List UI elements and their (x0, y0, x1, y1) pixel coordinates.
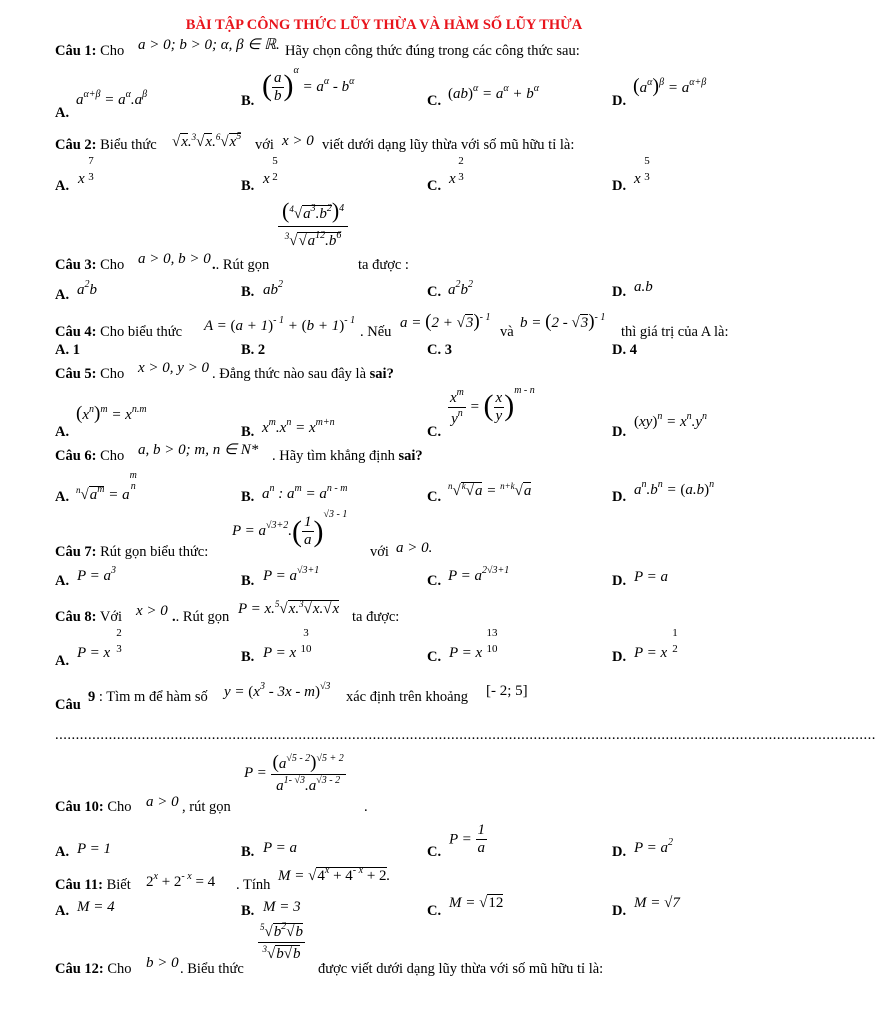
question-label: Câu 10: (55, 799, 104, 815)
question-text: Cho (100, 366, 125, 382)
option-label: B. (241, 844, 255, 860)
question-label: Câu (55, 697, 81, 713)
option-label: C. (427, 573, 442, 589)
exp-num: 5 (644, 155, 650, 167)
question-text: Cho (100, 257, 125, 273)
question-text: Cho biểu thức (100, 324, 183, 340)
q3-option-c: $a^2b^2$ (448, 279, 473, 298)
option-label: C. (427, 178, 442, 194)
option-label: B. (241, 284, 255, 300)
q7-option-d: P = a (634, 569, 669, 585)
question-9 (88, 690, 208, 705)
option-label: B. (241, 178, 255, 194)
option-label: C. (427, 93, 442, 109)
exp-num: 7 (88, 155, 94, 167)
q7-option-b: $P = a^{√3+1}$ (263, 565, 320, 584)
question-2 (55, 138, 157, 153)
q8-option-a: P = x (77, 645, 111, 661)
q3-text: .. Rút gọn (212, 257, 270, 273)
q5-option-c: $\frac{x^m}{y^n}$ = ( $\frac{x}{y}$ )$^{m - n}$ (450, 385, 535, 428)
exp-num: 5 (272, 155, 278, 167)
option-label: A. (55, 287, 70, 303)
question-text: Cho (100, 43, 125, 59)
q9-function: $y = (x^3 - 3x - m)^{√3}$ (224, 681, 331, 700)
q11-option-c: M = √12 (449, 895, 504, 911)
q2-option-b-exponent (271, 156, 279, 183)
q6-option-d: $a^n.b^n = (a.b)^n$ (634, 479, 715, 498)
q4-expression-a-value: $a = (2 + √3)^{- 1}$ (400, 311, 491, 332)
q11-option-b: M = 3 (263, 899, 301, 915)
q6-option-c: $^n$√$^k$√a = $^{n+k}$√a (448, 481, 532, 499)
question-number: 9 (88, 689, 96, 705)
question-8 (55, 610, 122, 625)
option-label: B. (241, 424, 255, 440)
q8-text: .. Rút gọn (172, 609, 230, 625)
q4-text: . Nếu (360, 324, 392, 340)
q7-text: với (370, 544, 389, 560)
option-label: B. (241, 573, 255, 589)
q4-option-d: D. 4 (612, 342, 637, 358)
option-label: A. (55, 178, 70, 194)
option-label: D. (612, 424, 627, 440)
q8-option-a-exponent (114, 628, 124, 655)
q11-given: $2^x + 2^{- x} = 4$ (146, 871, 216, 890)
q8-condition: x > 0 (136, 603, 168, 619)
q2-option-d: x (634, 171, 641, 187)
q5-prompt-bold: sai? (369, 366, 394, 382)
question-label: Câu 2: (55, 137, 97, 153)
question-label: Câu 3: (55, 257, 97, 273)
q10-period: . (364, 799, 368, 815)
q5-prompt-text: . Đẳng thức nào sau đây là (212, 366, 367, 382)
option-label: A. (55, 903, 70, 919)
q4-expression-b-value: b = (2 - √3)$^{- 1}$ (520, 311, 606, 332)
question-9-label (55, 698, 81, 713)
question-label: Câu 5: (55, 366, 97, 382)
option-label: A. (55, 105, 70, 121)
q3-text-part: . Rút gọn (215, 257, 270, 273)
q10-option-d: $P = a^2$ (634, 837, 674, 856)
question-text: Cho (107, 799, 132, 815)
q4-option-a: A. 1 (55, 342, 80, 358)
q4-expression-a: $A = (a + 1)^{- 1} + (b + 1)^{- 1}$ (204, 315, 356, 334)
question-label: Câu 4: (55, 324, 97, 340)
option-label: D. (612, 649, 627, 665)
question-label: Câu 1: (55, 43, 97, 59)
option-label: C. (427, 284, 442, 300)
q7-condition: a > 0. (396, 540, 433, 556)
option-label: D. (612, 284, 627, 300)
q2-option-a-exponent (87, 156, 95, 183)
q2-option-d-exponent (643, 156, 651, 183)
question-label: Câu 12: (55, 961, 104, 977)
question-text: Rút gọn biểu thức: (100, 544, 209, 560)
option-label: D. (612, 573, 627, 589)
q12-text: . Biểu thức (180, 961, 244, 977)
q3-condition: a > 0, b > 0 (138, 251, 211, 267)
q2-prompt: viết dưới dạng lũy thừa với số mũ hữu tỉ là: (322, 137, 575, 153)
q3-option-a: $a^2b$ (77, 279, 97, 298)
question-1 (55, 44, 124, 59)
exp-num: 3 (303, 627, 309, 639)
q3-option-d: a.b (634, 279, 653, 295)
q12-expression: $^5√b^2√b$ $^3$√b√b (260, 921, 303, 962)
question-text: : Tìm m để hàm số (98, 689, 208, 705)
q10-expression: P = $\frac{(a^{√5 - 2})^{√5 + 2}}{a^{1- √3}.a^{√3 - 2}}$ (244, 752, 344, 794)
q3-prompt: ta được : (358, 257, 409, 273)
question-11 (55, 878, 131, 893)
option-label: B. (241, 903, 255, 919)
exp-den: 3 (458, 171, 464, 183)
q2-condition: x > 0 (282, 133, 314, 149)
q11-text: . Tính (236, 877, 271, 893)
q10-option-a: P = 1 (77, 841, 112, 857)
q8-option-c-exponent (485, 628, 499, 655)
option-label: A. (55, 424, 70, 440)
q12-condition: b > 0 (146, 955, 179, 971)
q9-interval: [- 2; 5] (486, 683, 528, 699)
q2-text: với (255, 137, 274, 153)
question-text: Cho (107, 961, 132, 977)
q2-expression: $√x.^3√x.^6√x^5$ (172, 131, 242, 150)
option-label: D. (612, 903, 627, 919)
q8-prompt: ta được: (352, 609, 400, 625)
q4-option-c: C. 3 (427, 342, 452, 358)
question-text: Biểu thức (100, 137, 157, 153)
question-5 (55, 367, 124, 382)
q6-condition: a, b > 0; m, n ∈ N* (138, 442, 259, 458)
question-10 (55, 800, 132, 815)
q10-prompt: , rút gọn (182, 799, 231, 815)
q4-option-b: B. 2 (241, 342, 266, 358)
question-text: Biết (106, 877, 131, 893)
option-label: C. (427, 903, 442, 919)
q2-option-c: x (449, 171, 456, 187)
option-label: B. (241, 649, 255, 665)
option-label: A. (55, 653, 70, 669)
q11-option-a: M = 4 (77, 899, 115, 915)
option-label: A. (55, 844, 70, 860)
q11-option-d: M = √7 (634, 895, 680, 911)
option-label: D. (612, 489, 627, 505)
exp-den: 3 (116, 643, 122, 655)
q2-option-c-exponent (457, 156, 465, 183)
exp-num: 1 (672, 627, 678, 639)
q2-option-b: x (263, 171, 270, 187)
q2-option-a: x (78, 171, 85, 187)
question-text: Với (99, 609, 123, 625)
question-label: Câu 8: (55, 609, 97, 625)
question-3 (55, 258, 124, 273)
q8-text-part: . Rút gọn (175, 609, 230, 625)
option-label: C. (427, 424, 442, 440)
q6-prompt (272, 449, 423, 464)
question-label: Câu 6: (55, 448, 97, 464)
option-label: A. (55, 489, 70, 505)
exp-num: 2 (458, 155, 464, 167)
q10-option-c: P = $\frac{1}{a}$ (449, 822, 486, 857)
q4-and: và (500, 324, 514, 340)
q8-option-d-exponent (670, 628, 680, 655)
q1-condition: a > 0; b > 0; α, β ∈ ℝ. (138, 37, 280, 53)
q4-prompt: thì giá trị của A là: (621, 324, 729, 340)
exp-den: 10 (486, 643, 498, 655)
exp-num: 2 (116, 627, 122, 639)
q6-option-b: $a^n$ : $a^m = a^{n - m}$ (262, 483, 348, 502)
q1-option-a: $a^{\alpha+\beta} = a^\alpha.a^\beta$ (76, 89, 148, 108)
q5-condition: x > 0, y > 0 (138, 360, 210, 376)
q10-condition: a > 0 (146, 794, 179, 810)
q1-option-c: $(ab)^\alpha = a^\alpha + b^\alpha$ (448, 83, 539, 102)
q6-prompt-bold: sai? (398, 448, 423, 464)
question-4 (55, 325, 182, 340)
q3-expression: $(^4√a^3.b^2)^4$ $^3√√a^{12}.b^6$ (278, 198, 348, 249)
question-text: Cho (100, 448, 125, 464)
q10-option-b: P = a (263, 840, 298, 856)
option-label: C. (427, 489, 442, 505)
option-label: A. (55, 573, 70, 589)
q6-option-a: $^n√a^m = a$ $^{m n}$ (76, 470, 137, 503)
option-label: D. (612, 178, 627, 194)
exp-den: 3 (644, 171, 650, 183)
q8-option-c: P = x (449, 645, 483, 661)
option-label: B. (241, 489, 255, 505)
option-label: C. (427, 844, 442, 860)
q1-prompt: Hãy chọn công thức đúng trong các công thức sau: (285, 43, 580, 59)
question-label: Câu 7: (55, 544, 97, 560)
exp-den: 2 (672, 643, 678, 655)
option-label: D. (612, 93, 627, 109)
q5-option-d: $(xy)^n = x^n.y^n$ (634, 411, 708, 430)
q1-option-b: ( $\frac{a}{b}$ )$^\alpha = a^\alpha - b^\alpha$ (262, 65, 355, 105)
q6-prompt-text: . Hãy tìm khẳng định (272, 448, 395, 464)
exp-den: 3 (88, 171, 94, 183)
q8-option-b: P = x (263, 645, 297, 661)
question-label: Câu 11: (55, 877, 103, 893)
option-label: D. (612, 844, 627, 860)
q7-option-a: $P = a^3$ (77, 565, 117, 584)
question-12 (55, 962, 132, 977)
q8-option-d: P = x (634, 645, 668, 661)
q7-option-c: $P = a^{2√3+1}$ (448, 565, 510, 584)
question-7 (55, 545, 208, 560)
q11-expression: $M = √4^x + 4^{- x} + 2$. (278, 865, 391, 884)
option-label: B. (241, 93, 255, 109)
q5-prompt (212, 367, 394, 382)
exp-den: 10 (300, 643, 312, 655)
q5-option-a: $(x^n)^m = x^{n.m}$ (76, 403, 147, 424)
exp-den: 2 (272, 171, 278, 183)
dotted-divider: ....................................................................................................................................................................................................... (55, 727, 876, 743)
q7-expression: $P = a^{√3+2}$.( $\frac{1}{a}$ )$^{√3 - 1}$ (232, 509, 348, 549)
q8-option-b-exponent (299, 628, 313, 655)
page-title: BÀI TẬP CÔNG THỨC LŨY THỪA VÀ HÀM SỐ LŨY THỪA (185, 17, 583, 33)
option-label: C. (427, 649, 442, 665)
question-6 (55, 449, 124, 464)
q9-prompt: xác định trên khoảng (346, 689, 469, 705)
q5-option-b: $x^m.x^n = x^{m+n}$ (262, 417, 335, 436)
exp-num: 13 (486, 627, 498, 639)
q12-prompt: được viết dưới dạng lũy thừa với số mũ hữu tỉ là: (318, 961, 604, 977)
q3-option-b: $ab^2$ (263, 279, 283, 298)
q1-option-d: $(a^\alpha)^\beta = a^{\alpha+\beta}$ (633, 75, 707, 97)
q8-expression: P = x.$^5$√x.$^3$√x.√x (238, 599, 340, 617)
